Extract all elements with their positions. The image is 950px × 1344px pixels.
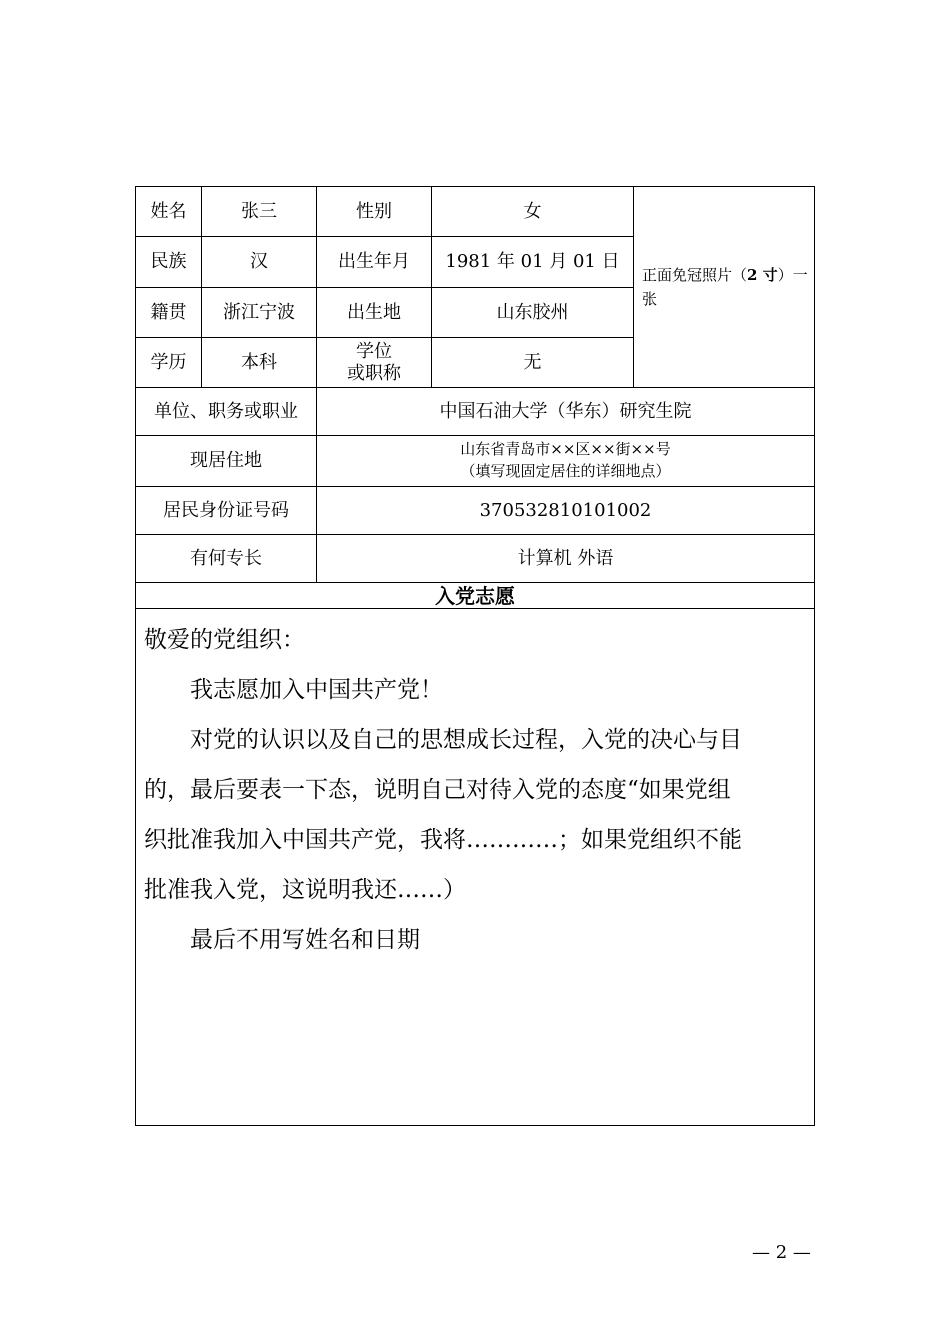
native-place-value: 浙江宁波 [202,288,317,338]
ethnicity-value: 汉 [202,237,317,288]
education-label: 学历 [136,338,202,388]
name-value: 张三 [202,187,317,237]
closing-note: 最后不用写姓名和日期 [190,927,420,953]
birthplace-label: 出生地 [317,288,432,338]
photo-size-text: 2 寸 [747,266,778,284]
body-line: 对党的认识以及自己的思想成长过程，入党的决心与目 [190,727,742,753]
birthplace-value: 山东胶州 [432,288,634,338]
photo-text-suffix: ）一张 [642,266,808,308]
gender-label: 性别 [317,187,432,237]
declaration: 我志愿加入中国共产党！ [190,677,443,703]
education-value: 本科 [202,338,317,388]
id-number-label: 居民身份证号码 [136,487,317,535]
birthdate-value: 1981 年 01 月 01 日 [432,237,634,288]
body-line: 的，最后要表一下态，说明自己对待入党的态度“如果党组 [144,777,731,803]
degree-label-line1: 学位 [356,340,392,362]
birthdate-label: 出生年月 [317,237,432,288]
photo-placeholder [634,187,814,388]
body-line: 批准我入党，这说明我还……） [144,877,466,903]
degree-label-line2: 或职称 [347,362,401,384]
ethnicity-label: 民族 [136,237,202,288]
employer-value: 中国石油大学（华东）研究生院 [317,388,814,436]
photo-text-prefix: 正面免冠照片（ [642,266,748,284]
address-value-line2: （填写现固定居住的详细地点） [460,462,671,480]
address-label: 现居住地 [136,436,317,487]
degree-label [317,338,432,388]
page-number: — 2 — [752,1242,811,1263]
gender-value: 女 [432,187,634,237]
degree-value: 无 [432,338,634,388]
application-heading: 入党志愿 [136,583,814,609]
salutation: 敬爱的党组织： [144,627,305,653]
skills-value: 计算机 外语 [317,535,814,583]
body-line: 织批准我加入中国共产党，我将…………；如果党组织不能 [144,827,742,853]
id-number-value: 370532810101002 [317,487,814,535]
employer-label: 单位、职务或职业 [136,388,317,436]
skills-label: 有何专长 [136,535,317,583]
name-label: 姓名 [136,187,202,237]
application-form-table [135,186,815,1126]
application-body [136,609,814,965]
address-value-line1: 山东省青岛市××区××街××号 [460,440,671,459]
native-place-label: 籍贯 [136,288,202,338]
address-value [317,436,814,487]
body-paragraph [144,715,806,915]
